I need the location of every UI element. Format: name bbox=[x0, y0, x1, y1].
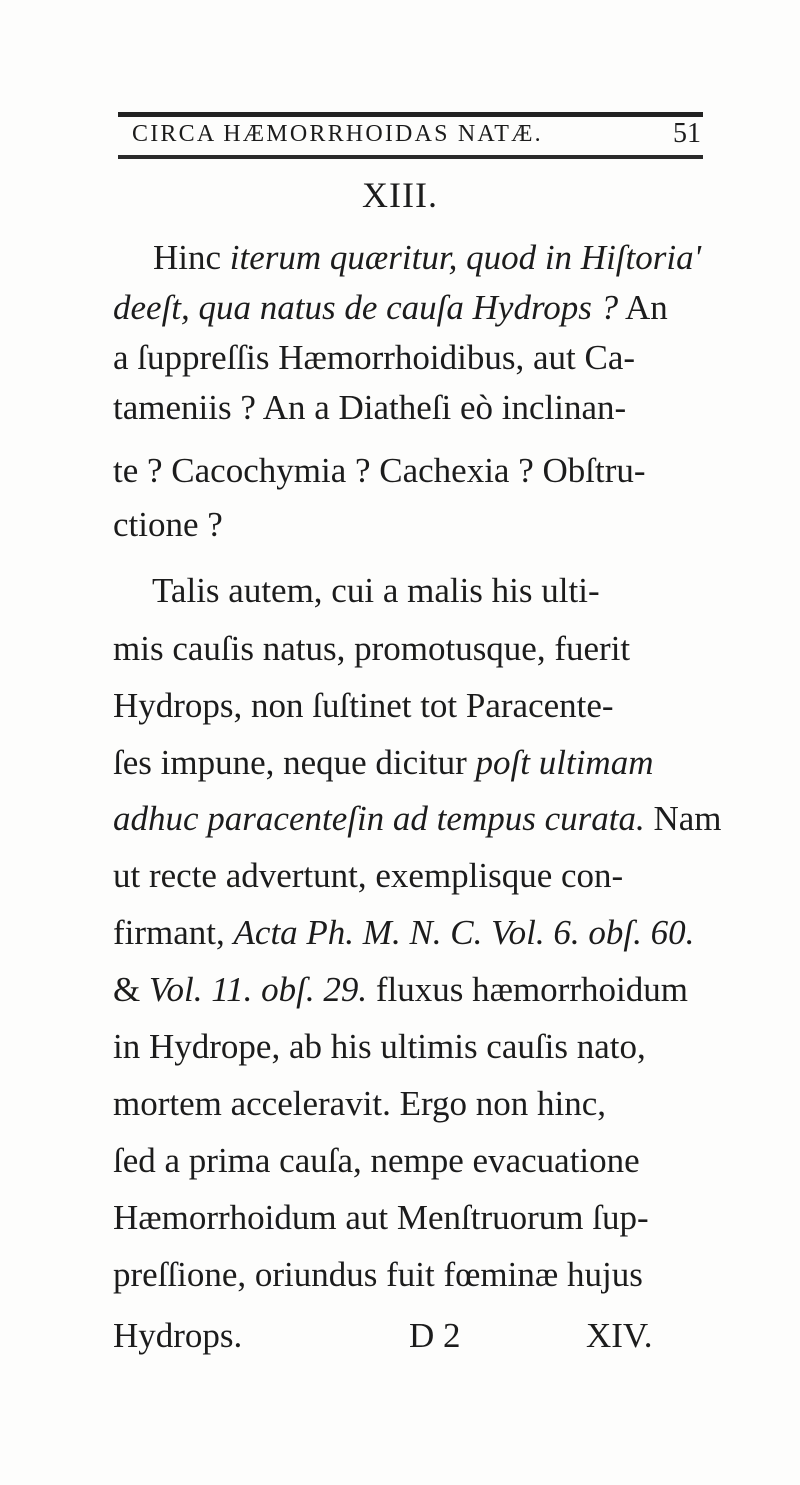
text-line: ſed a prima cauſa, nempe evacuatione bbox=[113, 1141, 640, 1180]
last-word: Hydrops. bbox=[113, 1316, 243, 1355]
running-head bbox=[118, 112, 703, 164]
footer-line bbox=[113, 1316, 703, 1356]
signature-mark: D 2 bbox=[409, 1316, 461, 1355]
text-line: deeſt, qua natus de cauſa Hydrops ? An bbox=[113, 288, 668, 327]
catchword: XIV. bbox=[586, 1316, 653, 1355]
text-line: mortem acceleravit. Ergo non hinc, bbox=[113, 1084, 607, 1123]
text-line: ut recte advertunt, exemplisque con- bbox=[113, 856, 624, 895]
text-line: Hæmorrhoidum aut Menſtruorum ſup- bbox=[113, 1198, 649, 1237]
running-title: CIRCA HÆMORRHOIDAS NATÆ. bbox=[132, 121, 543, 147]
text-line: Hinc iterum quæritur, quod in Hiſtoria' bbox=[153, 238, 702, 277]
text-line: Talis autem, cui a malis his ulti- bbox=[152, 571, 600, 610]
text-line: ſes impune, neque dicitur poſt ultimam bbox=[113, 743, 654, 782]
page-number: 51 bbox=[673, 118, 701, 149]
text-line: mis cauſis natus, promotusque, fuerit bbox=[113, 629, 631, 668]
text-line: adhuc paracenteſin ad tempus curata. Nam bbox=[113, 799, 722, 838]
text-line: a ſuppreſſis Hæmorrhoidibus, aut Ca- bbox=[113, 338, 636, 377]
header-rule-top bbox=[118, 112, 703, 117]
text-line: in Hydrope, ab his ultimis cauſis nato, bbox=[113, 1027, 646, 1066]
text-line: & Vol. 11. obſ. 29. fluxus hæmorrhoidum bbox=[113, 970, 688, 1009]
text-line: preſſione, oriundus fuit fœminæ hujus bbox=[113, 1255, 643, 1294]
text-line: ctione ? bbox=[113, 505, 223, 544]
text-line: tameniis ? An a Diatheſi eò inclinan- bbox=[113, 388, 627, 427]
text-line: firmant, Acta Ph. M. N. C. Vol. 6. obſ. 60. bbox=[113, 913, 695, 952]
header-rule-bottom bbox=[118, 155, 703, 159]
text-line: te ? Cacochymia ? Cachexia ? Obſtru- bbox=[113, 451, 646, 490]
section-number: XIII. bbox=[362, 175, 438, 215]
text-line: Hydrops, non ſuſtinet tot Paracente- bbox=[113, 686, 614, 725]
